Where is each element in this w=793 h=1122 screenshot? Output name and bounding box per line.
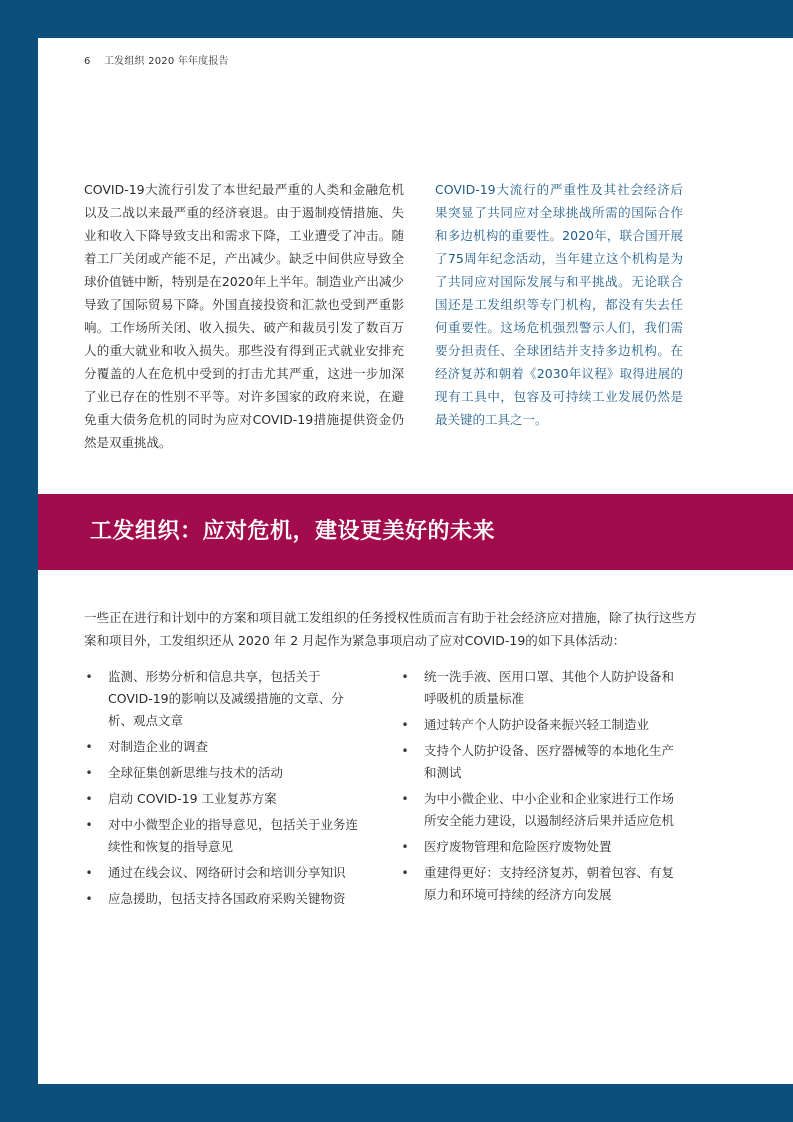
list-item: • 对中小微型企业的指导意见，包括关于业务连续性和恢复的指导意见	[84, 814, 362, 858]
list-item: • 通过在线会议、网络研讨会和培训分享知识	[84, 862, 362, 884]
right-column-paragraph: COVID-19大流行的严重性及其社会经济后果突显了共同应对全球挑战所需的国际合作和多边机构的重要性。2020年，联合国开展了75周年纪念活动，当年建立这个机构是为了共同应对国际发展与和平挑战。无论联合国还是工发组织等专门机构，都没有失去任何重要性。这场危机强烈警示人们，我们需要分担责任、全球团结并支持多边机构。在经济复苏和朝着《2030年议程》取得进展的现有工具中，包容及可持续工业发展仍然是最关键的工具之一。	[435, 182, 683, 427]
list-item: • 重建得更好：支持经济复苏，朝着包容、有复原力和环境可持续的经济方向发展	[400, 862, 682, 906]
bullet-icon: •	[85, 740, 93, 754]
bullet-icon: •	[401, 744, 409, 758]
activity-list-right	[400, 666, 682, 910]
bullet-icon: •	[85, 818, 93, 832]
report-page	[38, 38, 793, 1084]
list-item: • 医疗废物管理和危险医疗废物处置	[400, 836, 682, 858]
bullet-icon: •	[401, 718, 409, 732]
list-item: • 启动 COVID-19 工业复苏方案	[84, 788, 362, 810]
list-item: • 应急援助，包括支持各国政府采购关键物资	[84, 888, 362, 910]
bullet-icon: •	[85, 766, 93, 780]
list-item: • 为中小微企业、中小企业和企业家进行工作场所安全能力建设，以遏制经济后果并适应危机	[400, 788, 682, 832]
bullet-icon: •	[85, 866, 93, 880]
bullet-icon: •	[401, 670, 409, 684]
list-item: • 全球征集创新思维与技术的活动	[84, 762, 362, 784]
page-header	[84, 52, 229, 67]
list-item: • 对制造企业的调查	[84, 736, 362, 758]
list-item: • 统一洗手液、医用口罩、其他个人防护设备和呼吸机的质量标准	[400, 666, 682, 710]
list-item: • 支持个人防护设备、医疗器械等的本地化生产和测试	[400, 740, 682, 784]
bullet-icon: •	[85, 792, 93, 806]
report-title: 工发组织 2020 年年度报告	[103, 56, 229, 67]
bullet-icon: •	[401, 840, 409, 854]
intro-paragraph: 一些正在进行和计划中的方案和项目就工发组织的任务授权性质而言有助于社会经济应对措施，除了执行这些方案和项目外，工发组织还从 2020 年 2 月起作为紧急事项启动了应对COVID-19的如下具体活动：	[84, 610, 697, 648]
section-banner	[38, 494, 793, 570]
section-title: 工发组织：应对危机，建设更美好的未来	[90, 519, 496, 544]
list-item: • 监测、形势分析和信息共享，包括关于COVID-19的影响以及减缓措施的文章、分析、观点文章	[84, 666, 362, 732]
left-column-paragraph: COVID-19大流行引发了本世纪最严重的人类和金融危机以及二战以来最严重的经济衰退。由于遏制疫情措施、失业和收入下降导致支出和需求下降，工业遭受了冲击。随着工厂关闭或产能不足，产出减少。缺乏中间供应导致全球价值链中断，特别是在2020年上半年。制造业产出减少导致了国际贸易下降。外国直接投资和汇款也受到严重影响。工作场所关闭、收入损失、破产和裁员引发了数百万人的重大就业和收入损失。那些没有得到正式就业安排充分覆盖的人在危机中受到的打击尤其严重，这进一步加深了业已存在的性别不平等。对许多国家的政府来说，在避免重大债务危机的同时为应对COVID-19措施提供资金仍然是双重挑战。	[84, 182, 404, 450]
activity-list-left	[84, 666, 362, 914]
bullet-icon: •	[401, 792, 409, 806]
bullet-icon: •	[85, 892, 93, 906]
page-number: 6	[84, 56, 91, 67]
bullet-icon: •	[85, 670, 93, 684]
bullet-icon: •	[401, 866, 409, 880]
list-item: • 通过转产个人防护设备来振兴轻工制造业	[400, 714, 682, 736]
